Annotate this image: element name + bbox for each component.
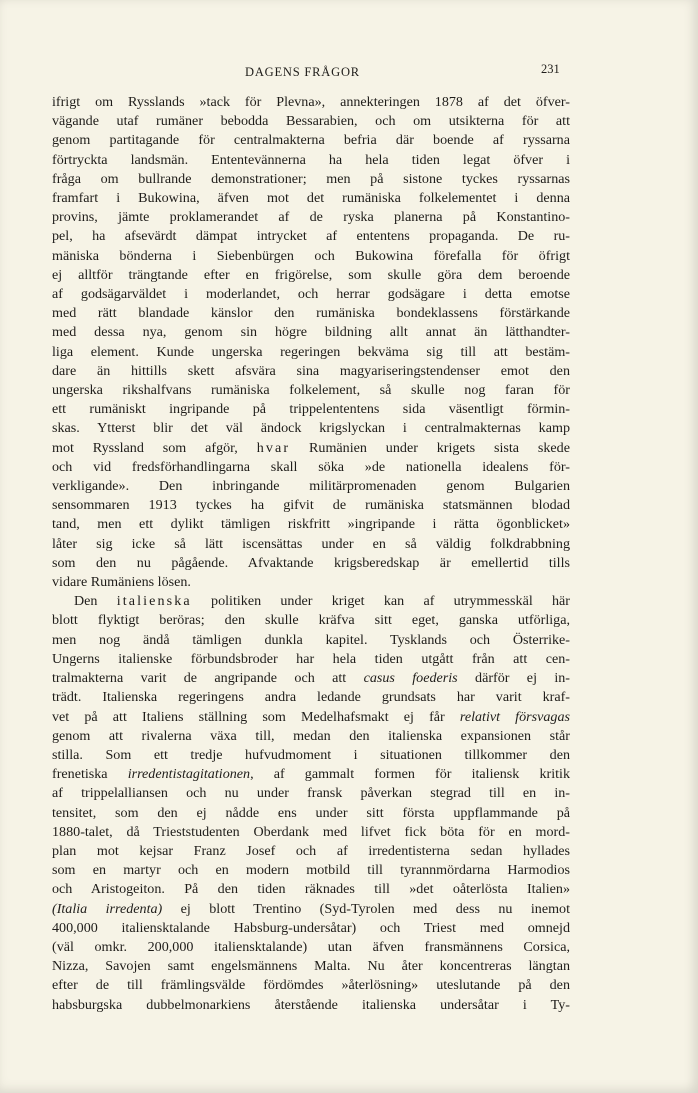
text-line: tralmakterna varit de angripande och att casus foederis därför ej in-	[52, 670, 571, 687]
text-line: Den italienska politiken under kriget kan af utrymmesskäl här	[74, 593, 570, 610]
text-line: och Aristogeiton. På den tiden räknades till »det oåterlösta Italien»	[52, 881, 570, 898]
text-line: låter sig icke så lätt iscensättas under en så väldig folkdrabbning	[52, 535, 570, 552]
text-line: vidare Rumäniens lösen.	[52, 574, 191, 591]
text-line: (Italia irredenta) ej blott Trentino (Syd-Tyrolen med dess nu inemot	[52, 900, 571, 917]
text-line: mäniska bönderna i Siebenbürgen och Bukowina förefalla för öfrigt	[52, 247, 570, 264]
text-line: ett rumäniskt ingripande på trippelententens sida väsentligt förmin-	[52, 401, 570, 418]
text-line: genom att rivalerna växa till, medan den italienska expansionen står	[52, 727, 570, 744]
text-line: med dessa nya, genom sin högre bildning allt annat än lätthandter-	[52, 324, 570, 341]
body-text	[52, 93, 570, 1015]
text-line: Nizza, Savojen samt engelsmännens Malta. Nu åter koncentreras längtan	[52, 958, 570, 975]
text-line: förtryckta landsmän. Ententevännerna ha hela tiden legat öfver i	[52, 151, 570, 168]
text-line: vägande utaf rumäner bebodda Bessarabien, och om utsikterna för att	[52, 113, 570, 130]
text-line: trädt. Italienska regeringens andra ledande grundsats har varit kraf-	[52, 689, 570, 706]
text-line: liga element. Kunde ungerska regeringen bekväma sig till att bestäm-	[52, 343, 570, 360]
text-line: ifrigt om Rysslands »tack för Plevna», annekteringen 1878 af det öfver-	[52, 94, 570, 110]
text-line: af trippelalliansen och nu under fransk påverkan stegrad till en in-	[52, 785, 570, 802]
text-line: men nog ändå tämligen dunkla kapitel. Tysklands och Österrike-	[52, 631, 570, 648]
text-line: Ungerns italienske förbundsbroder har hela tiden utgått från att cen-	[52, 650, 570, 667]
text-line: som den nu pågående. Afvaktande krigsberedskap är emellertid tills	[52, 554, 570, 571]
text-line: och vid fredsförhandlingarna skall söka »de nationella idealens för-	[52, 458, 570, 475]
text-line: provins, jämte proklamerandet af de ryska planerna på Konstantino-	[52, 209, 570, 226]
text-line: tensitet, som den ej nådde ens under sitt första uppflammande på	[52, 804, 570, 821]
text-line: blott flyktigt beröras; den skulle kräfva sitt eget, ganska utförliga,	[52, 612, 570, 629]
text-line: frenetiska irredentistagitationen, af gammalt formen för italiensk kritik	[52, 766, 570, 783]
page-number: 231	[541, 62, 560, 76]
text-line: af godsägarväldet i moderlandet, och herrar godsägare i detta emotse	[52, 286, 570, 303]
text-line: mot Ryssland som afgör, hvar Rumänien under krigets sista skede	[52, 439, 570, 456]
text-line: skas. Ytterst blir det väl ändock krigslyckan i centralmakternas kamp	[52, 420, 570, 437]
text-line: stilla. Som ett tredje hufvudmoment i situationen tillkommer den	[52, 746, 570, 763]
text-line: genom partitagande för centralmakterna befria där boende af ryssarna	[52, 132, 570, 149]
text-line: 400,000 italiensktalande Habsburg-undersåtar) och Triest med omnejd	[52, 919, 570, 936]
text-line: verkligande». Den inbringande militärpromenaden genom Bulgarien	[52, 478, 570, 495]
text-line: pel, ha afsevärdt dämpat intrycket af ententens propaganda. De ru-	[52, 228, 570, 245]
running-title: DAGENS FRÅGOR	[245, 65, 360, 79]
text-line: ungerska rikshalfvans rumäniska folkelement, så skulle nog faran för	[52, 382, 570, 399]
text-line: plan mot kejsar Franz Josef och af irredentisterna sedan hyllades	[52, 842, 570, 859]
text-line: efter de till främlingsvälde fördömdes »återlösning» uteslutande på den	[52, 977, 570, 994]
text-line: (väl omkr. 200,000 italiensktalande) utan äfven fransmännens Corsica,	[52, 938, 570, 955]
text-line: framfart i Bukowina, äfven mot det rumäniska folkelementet i denna	[52, 190, 570, 207]
text-line: tand, men ett dylikt tämligen riskfritt »ingripande i rätta ögonblicket»	[52, 516, 570, 533]
text-line: med rätt blandade känslor den rumäniska bondeklassens förstärkande	[52, 305, 570, 322]
text-line: sensommaren 1913 tyckes ha gifvit de rumäniska statsmännen blodad	[52, 497, 570, 514]
text-line: dare än hittills skett afsvära sina magyariseringstendenser emot den	[52, 362, 570, 379]
text-line: habsburgska dubbelmonarkiens återstående italienska undersåtar i Ty-	[52, 996, 570, 1013]
text-line: ej alltför trängtande efter en frigörelse, som skulle göra dem beroende	[52, 266, 570, 283]
text-line: vet på att Italiens ställning som Medelhafsmakt ej får relativt försvagas	[52, 708, 570, 725]
text-line: som en martyr och en modern motbild till tyrannmördarna Harmodios	[52, 862, 570, 879]
text-line: 1880-talet, då Trieststudenten Oberdank med lifvet fick böta för en mord-	[52, 823, 570, 840]
text-line: fråga om bullrande demonstrationer; men på sistone tyckes ryssarnas	[52, 170, 570, 187]
